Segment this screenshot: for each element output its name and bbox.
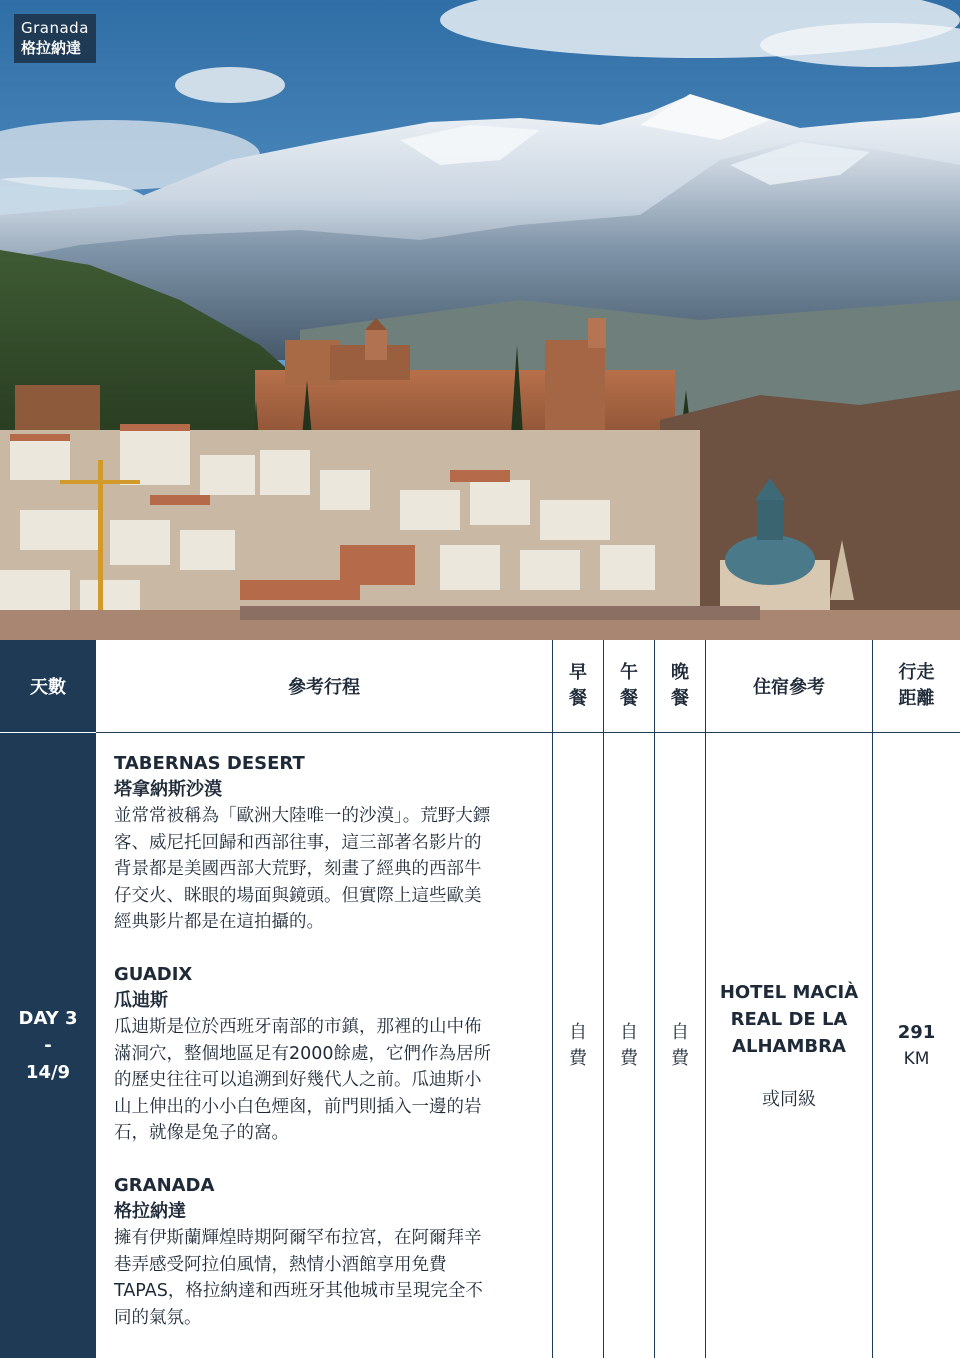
dinner-value-1: 自 — [671, 1021, 689, 1043]
body-line: 瓜迪斯是位於西班牙南部的市鎮，那裡的山中佈 — [114, 1016, 482, 1037]
place-tag-zh: 格拉納達 — [21, 39, 82, 57]
hotel-note: 或同級 — [762, 1088, 816, 1110]
distance-value: 291 — [897, 1022, 936, 1043]
header-distance-2: 距離 — [898, 688, 935, 709]
dinner-value-2: 費 — [671, 1047, 689, 1069]
body-line: 擁有伊斯蘭輝煌時期阿爾罕布拉宮，在阿爾拜辛 — [114, 1227, 482, 1248]
header-itinerary: 參考行程 — [96, 640, 553, 733]
section-title-zh: 瓜迪斯 — [114, 989, 168, 1011]
header-distance — [873, 640, 960, 733]
dinner-cell — [655, 733, 706, 1358]
section-title-en: GRANADA — [114, 1174, 215, 1196]
body-line: 的歷史往往可以追溯到好幾代人之前。瓜迪斯小 — [114, 1070, 482, 1091]
section-body — [114, 1014, 491, 1147]
place-tag — [14, 14, 96, 63]
header-lunch — [604, 640, 655, 733]
section-title-zh: 格拉納達 — [114, 1200, 186, 1222]
header-dinner — [655, 640, 706, 733]
day-separator: - — [44, 1035, 52, 1056]
body-line: 山上伸出的小小白色煙囪，前門則插入一邊的岩 — [114, 1096, 482, 1117]
hotel-cell — [706, 733, 873, 1358]
header-day: 天數 — [0, 640, 96, 733]
header-lunch-1: 午 — [620, 662, 638, 683]
body-line: 經典影片都是在這拍攝的。 — [114, 912, 324, 933]
hotel-name-line: REAL DE LA — [730, 1008, 848, 1030]
lunch-value-1: 自 — [620, 1021, 638, 1043]
header-hotel: 住宿參考 — [706, 640, 873, 733]
place-tag-en: Granada — [21, 19, 89, 37]
section-body — [114, 1225, 483, 1331]
day-cell — [0, 733, 96, 1358]
breakfast-cell — [553, 733, 604, 1358]
section-guadix — [114, 962, 491, 1147]
header-lunch-2: 餐 — [620, 688, 638, 709]
itinerary-cell — [96, 733, 553, 1358]
distance-unit: KM — [903, 1049, 930, 1069]
body-line: 並常常被稱為「歐洲大陸唯一的沙漠」。荒野大鏢 — [114, 806, 491, 826]
body-line: 滿洞穴，整個地區足有2000餘處，它們作為居所 — [114, 1043, 492, 1064]
body-line: 仔交火、眯眼的場面與鏡頭。但實際上這些歐美 — [114, 885, 482, 906]
body-line: 背景都是美國西部大荒野，刻畫了經典的西部牛 — [114, 859, 482, 880]
section-body — [114, 803, 490, 936]
body-line: 巷弄感受阿拉伯風情，熱情小酒館享用免費 — [114, 1254, 447, 1275]
distance-cell — [873, 733, 960, 1358]
body-line: 石，就像是兔子的窩。 — [114, 1123, 289, 1144]
itinerary-table — [0, 640, 960, 1358]
hotel-name-line: HOTEL MACIÀ — [719, 981, 859, 1003]
day-date: 14/9 — [25, 1062, 71, 1083]
body-line: 同的氣氛。 — [114, 1307, 202, 1328]
header-dinner-1: 晚 — [671, 662, 689, 683]
hero-photo — [0, 0, 960, 640]
hotel-name-line: ALHAMBRA — [732, 1035, 846, 1057]
section-granada — [114, 1173, 483, 1331]
breakfast-value-1: 自 — [569, 1021, 587, 1043]
breakfast-value-2: 費 — [569, 1047, 587, 1069]
body-line: 客、威尼托回歸和西部往事，這三部著名影片的 — [114, 832, 482, 853]
header-breakfast — [553, 640, 604, 733]
header-breakfast-1: 早 — [569, 662, 587, 683]
section-title-zh: 塔拿納斯沙漠 — [114, 779, 222, 800]
section-tabernas — [114, 751, 490, 936]
day-label: DAY 3 — [18, 1008, 78, 1029]
granada-landscape-illustration — [0, 0, 960, 640]
section-title-en: GUADIX — [114, 963, 193, 985]
header-distance-1: 行走 — [898, 662, 935, 683]
lunch-cell — [604, 733, 655, 1358]
body-line: TAPAS，格拉納達和西班牙其他城市呈現完全不 — [114, 1281, 483, 1302]
header-breakfast-2: 餐 — [569, 688, 587, 709]
section-title-en: TABERNAS DESERT — [114, 753, 305, 774]
lunch-value-2: 費 — [620, 1047, 638, 1069]
header-dinner-2: 餐 — [671, 688, 689, 709]
